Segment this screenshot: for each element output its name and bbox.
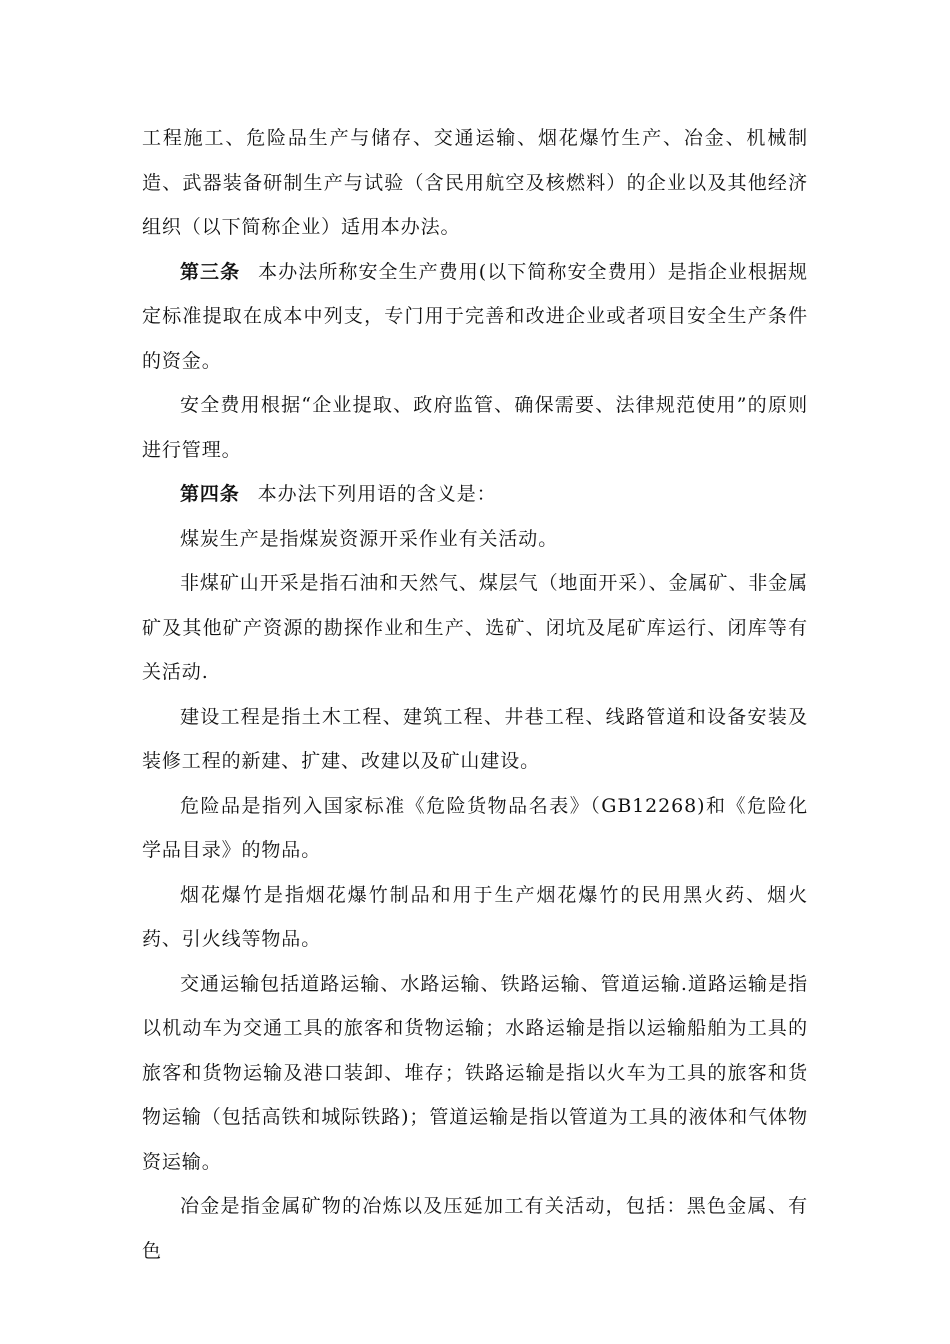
- definition-non-coal-mining: [142, 561, 808, 695]
- paragraph-text: 交通运输包括道路运输、水路运输、铁路运输、管道运输.道路运输是指以机动车为交通工具的旅客和货物运输；水路运输是指以运输船舶为工具的旅客和货物运输及港口装卸、堆存；铁路运输是指以火车为工具的旅客和货物运输（包括高铁和城际铁路)；管道运输是指以管道为工具的液体和气体物资运输。: [142, 972, 808, 1173]
- paragraph-text: 煤炭生产是指煤炭资源开采作业有关活动。: [180, 527, 559, 550]
- article-3-paragraph: [142, 250, 808, 384]
- paragraph-text: 烟花爆竹是指烟花爆竹制品和用于生产烟花爆竹的民用黑火药、烟火药、引火线等物品。: [142, 883, 808, 950]
- definition-transportation: [142, 962, 808, 1185]
- article-heading: 第三条: [180, 260, 241, 283]
- paragraph: [142, 383, 808, 472]
- document-page: [142, 116, 808, 1273]
- paragraph-text: 危险品是指列入国家标准《危险货物品名表》（GB12268)和《危险化学品目录》的物品。: [142, 794, 808, 861]
- article-4-paragraph: [142, 472, 808, 517]
- paragraph-text: 本办法下列用语的含义是：: [257, 483, 497, 505]
- definition-metallurgy: [142, 1184, 808, 1273]
- paragraph-text: 非煤矿山开采是指石油和天然气、煤层气（地面开采）、金属矿、非金属矿及其他矿产资源的勘探作业和生产、选矿、闭坑及尾矿库运行、闭库等有关活动.: [142, 572, 808, 683]
- paragraph-text: 安全费用根据“企业提取、政府监管、确保需要、法律规范使用”的原则进行管理。: [142, 394, 808, 461]
- paragraph-text: 工程施工、危险品生产与储存、交通运输、烟花爆竹生产、冶金、机械制造、武器装备研制生产与试验（含民用航空及核燃料）的企业以及其他经济组织（以下简称企业）适用本办法。: [142, 127, 808, 238]
- paragraph-text: 建设工程是指土木工程、建筑工程、井巷工程、线路管道和设备安装及装修工程的新建、扩建、改建以及矿山建设。: [142, 705, 808, 772]
- definition-fireworks: [142, 873, 808, 962]
- article-heading: 第四条: [180, 483, 240, 505]
- paragraph-text: 冶金是指金属矿物的冶炼以及压延加工有关活动，包括：黑色金属、有色: [142, 1195, 808, 1262]
- definition-coal-production: [142, 517, 808, 562]
- paragraph-text: 本办法所称安全生产费用(以下简称安全费用）是指企业根据规定标准提取在成本中列支，专门用于完善和改进企业或者项目安全生产条件的资金。: [142, 260, 808, 372]
- definition-construction: [142, 695, 808, 784]
- definition-hazardous-goods: [142, 784, 808, 873]
- paragraph-continuation: [142, 116, 808, 250]
